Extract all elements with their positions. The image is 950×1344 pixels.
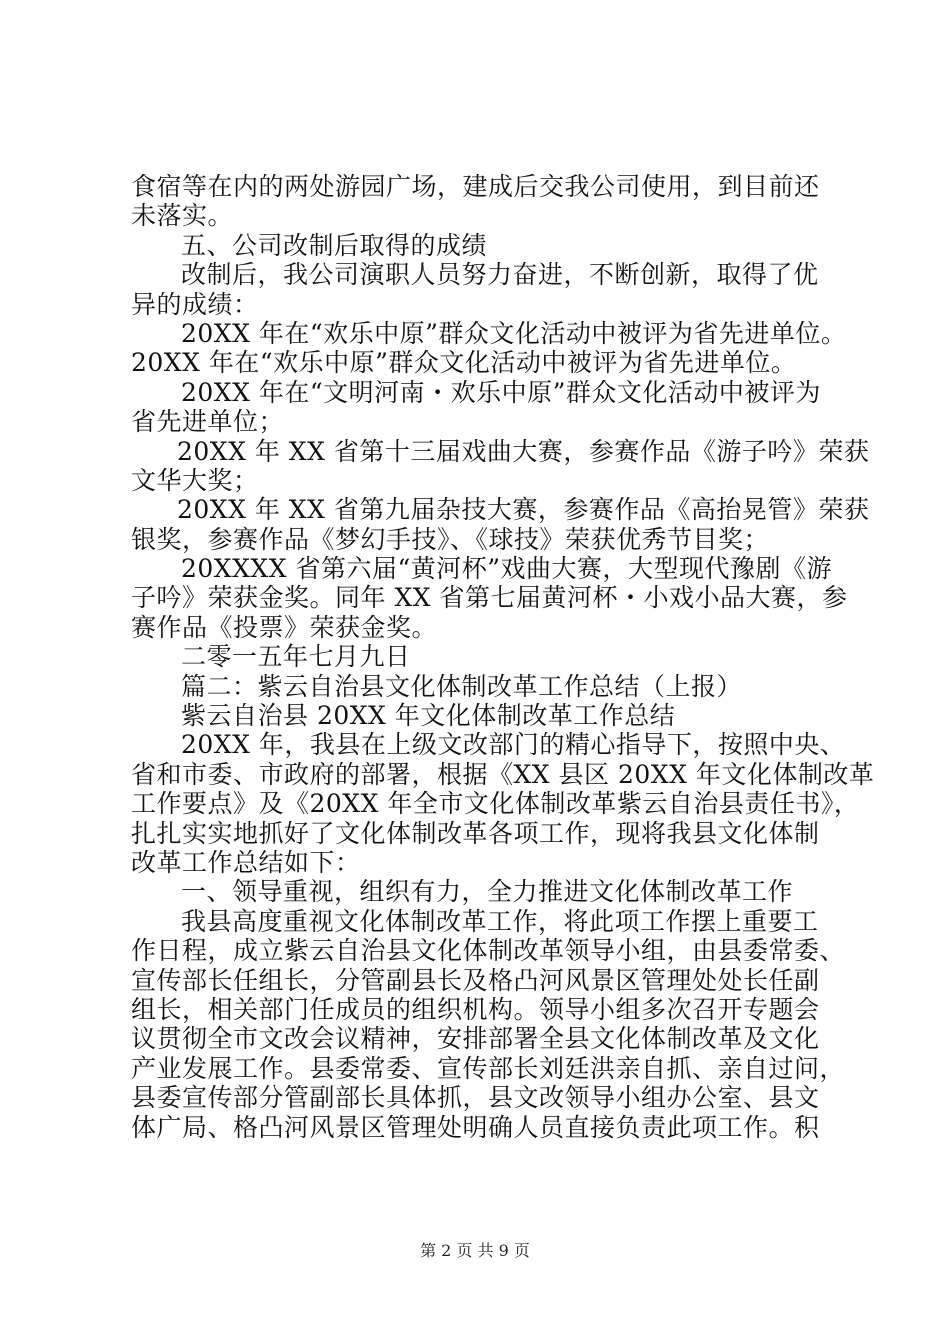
text-line: 20XX 年在“欢乐中原”群众文化活动中被评为省先进单位。 bbox=[131, 348, 797, 378]
text-line: 组长，相关部门任成员的组织机构。领导小组多次召开专题会 bbox=[131, 994, 820, 1024]
text-line: 二零一五年七月九日 bbox=[181, 642, 411, 672]
text-line: 赛作品《投票》荣获金奖。 bbox=[131, 612, 438, 642]
text-line: 省先进单位； bbox=[131, 407, 285, 437]
text-line: 我县高度重视文化体制改革工作，将此项工作摆上重要工 bbox=[181, 906, 819, 936]
text-line: 作日程，成立紫云自治县文化体制改革领导小组，由县委常委、 bbox=[131, 936, 846, 966]
text-line: 五、公司改制后取得的成绩 bbox=[181, 230, 488, 260]
text-line: 宣传部长任组长，分管副县长及格凸河风景区管理处处长任副 bbox=[131, 965, 820, 995]
document-body bbox=[131, 172, 875, 1142]
text-line: 20XX 年 XX 省第十三届戏曲大赛，参赛作品《游子吟》荣获 bbox=[177, 436, 870, 466]
text-line: 20XX 年在“文明河南・欢乐中原”群众文化活动中被评为 bbox=[181, 377, 821, 407]
page-footer bbox=[0, 1241, 950, 1261]
text-line: 改制后，我公司演职人员努力奋进，不断创新，取得了优 bbox=[181, 260, 819, 290]
text-line: 工作要点》及《20XX 年全市文化体制改革紫云自治县责任书》， bbox=[131, 789, 860, 819]
text-line: 省和市委、市政府的部署，根据《XX 县区 20XX 年文化体制改革 bbox=[131, 759, 875, 789]
text-line: 20XXXX 省第六届“黄河杯”戏曲大赛，大型现代豫剧《游 bbox=[181, 554, 833, 584]
text-line: 县委宣传部分管副部长具体抓，县文改领导小组办公室、县文 bbox=[131, 1083, 820, 1113]
text-line: 20XX 年在“欢乐中原”群众文化活动中被评为省先进单位。 bbox=[181, 318, 847, 348]
text-line: 异的成绩： bbox=[131, 289, 259, 319]
text-line: 文华大奖； bbox=[131, 465, 259, 495]
text-line: 改革工作总结如下： bbox=[131, 847, 361, 877]
text-line: 产业发展工作。县委常委、宣传部长刘廷洪亲自抓、亲自过问， bbox=[131, 1053, 846, 1083]
text-line: 未落实。 bbox=[131, 201, 234, 231]
text-line: 扎扎实实地抓好了文化体制改革各项工作，现将我县文化体制 bbox=[131, 818, 820, 848]
text-line: 20XX 年 XX 省第九届杂技大赛，参赛作品《高抬晃管》荣获 bbox=[177, 495, 870, 525]
text-line: 子吟》荣获金奖。同年 XX 省第七届黄河杯・小戏小品大赛，参 bbox=[131, 583, 848, 613]
text-line: 议贯彻全市文改会议精神，安排部署全县文化体制改革及文化 bbox=[131, 1024, 820, 1054]
text-line: 20XX 年，我县在上级文改部门的精心指导下，按照中央、 bbox=[181, 730, 846, 760]
text-line: 银奖，参赛作品《梦幻手技》、《球技》荣获优秀节目奖； bbox=[131, 524, 770, 554]
text-line: 体广局、格凸河风景区管理处明确人员直接负责此项工作。积 bbox=[131, 1112, 820, 1142]
text-line: 一、领导重视，组织有力，全力推进文化体制改革工作 bbox=[181, 877, 794, 907]
text-line: 篇二：紫云自治县文化体制改革工作总结（上报） bbox=[181, 671, 743, 701]
text-line: 紫云自治县 20XX 年文化体制改革工作总结 bbox=[181, 701, 676, 731]
text-line: 食宿等在内的两处游园广场，建成后交我公司使用，到目前还 bbox=[131, 172, 820, 201]
page-number: 第 2 页 共 9 页 bbox=[420, 1241, 530, 1260]
